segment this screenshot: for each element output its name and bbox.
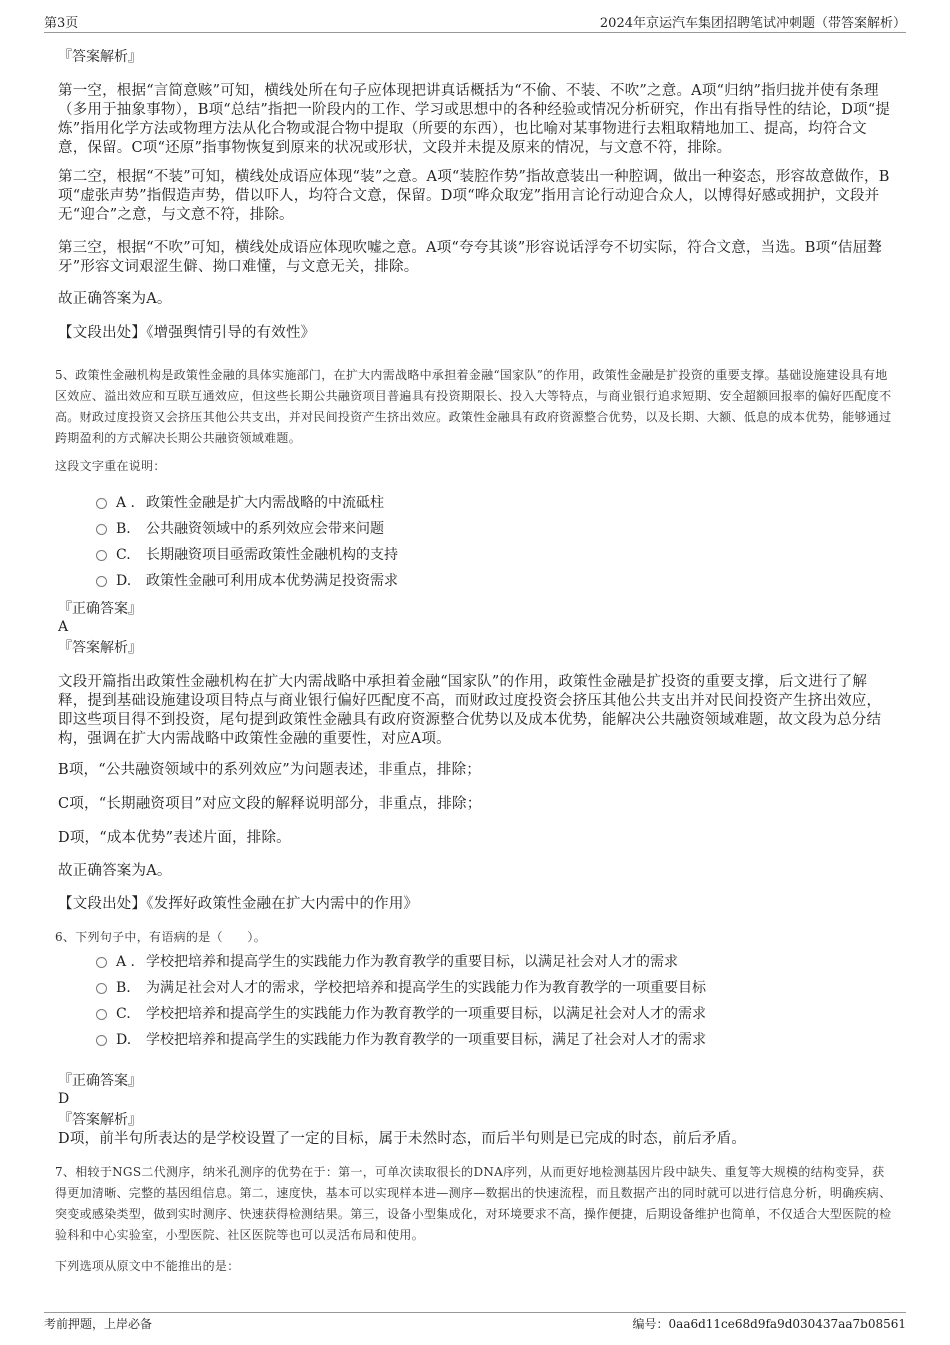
- q5-analysis-p4: D项，“成本优势”表述片面，排除。: [58, 830, 291, 846]
- radio-icon[interactable]: [96, 957, 107, 968]
- q4-analysis-label: 『答案解析』: [58, 49, 142, 65]
- q6-analysis-p1: D项，前半句所表达的是学校设置了一定的目标，属于未然时态，而后半句则是已完成的时态，前后矛盾。: [58, 1131, 747, 1147]
- q6-analysis-label: 『答案解析』: [58, 1112, 142, 1128]
- radio-icon[interactable]: [96, 1035, 107, 1046]
- document-id: 编号：0aa6d11ce68d9fa9d030437aa7b08561: [632, 1317, 906, 1331]
- q7-prompt: 下列选项从原文中不能推出的是：: [55, 1259, 240, 1273]
- q6-stem: 6、下列句子中，有语病的是（ ）。: [55, 930, 267, 944]
- q6-answer: D: [58, 1091, 70, 1107]
- q4-conclusion: 故正确答案为A。: [58, 291, 172, 307]
- footer-slogan: 考前押题，上岸必备: [44, 1317, 153, 1331]
- page-header: [44, 10, 906, 33]
- q5-analysis-label: 『答案解析』: [58, 640, 142, 656]
- q7-stem: 7、相较于NGS二代测序，纳米孔测序的优势在于：第一，可单次读取很长的DNA序列，从而更好地检测基因片段中缺失、重复等大规模的结构变异，获得更加清晰、完整的基因组信息。第二，速度快，基本可以实现样本进—测序—数据出的快速流程，而且数据产出的同时就可以进行信息分析，明确疾病、突变或感染类型，做到实时测序、快速获得检测结果。第三，设备小型集成化，对环境要求不高，操作便捷，后期设备维护也简单，不仅适合大型医院的检验科和中心实验室，小型医院、社区医院等也可以灵活布局和使用。: [55, 1165, 892, 1242]
- q5-analysis-p2: B项，“公共融资领域中的系列效应”为问题表述，非重点，排除；: [58, 762, 481, 778]
- q6-option-d[interactable]: D. 学校把培养和提高学生的实践能力作为教育教学的一项重要目标，满足了社会对人才的需求: [96, 1031, 706, 1049]
- radio-icon[interactable]: [96, 1009, 107, 1020]
- q5-analysis-p1: 文段开篇指出政策性金融机构在扩大内需战略中承担着金融“国家队”的作用，政策性金融是扩投资的重要支撑，后文进行了解释，提到基础设施建设项目特点与商业银行偏好匹配度不高，而财政过度投资会挤压其他公共支出并对民间投资产生挤出效应，即这些项目得不到投资，尾句提到政策性金融具有政府资源整合优势以及成本优势，能解决公共融资领域难题，故文段为总分结构，强调在扩大内需战略中政策性金融的重要性，对应A项。: [58, 674, 882, 747]
- page-number: 第3页: [44, 16, 79, 31]
- q5-option-b[interactable]: B. 公共融资领域中的系列效应会带来问题: [96, 520, 384, 538]
- page-footer: [44, 1312, 906, 1343]
- q5-option-a[interactable]: A . 政策性金融是扩大内需战略的中流砥柱: [96, 494, 384, 512]
- radio-icon[interactable]: [96, 498, 107, 509]
- q4-analysis-p3: 第三空，根据“不吹”可知，横线处成语应体现吹嘘之意。A项“夸夸其谈”形容说话浮夸不切实际，符合文意，当选。B项“佶屈聱牙”形容文词艰涩生僻、拗口难懂，与文意无关，排除。: [58, 240, 882, 275]
- q4-analysis-p1: 第一空，根据“言简意赅”可知，横线处所在句子应体现把讲真话概括为“不偷、不装、不吹”之意。A项“归纳”指归拢并使有条理（多用于抽象事物），B项“总结”指把一阶段内的工作、学习或思想中的各种经验或情况分析研究，作出有指导性的结论，D项“提炼”指用化学方法或物理方法从化合物或混合物中提取（所要的东西），也比喻对某事物进行去粗取精地加工、提高，均符合文意，保留。C项“还原”指事物恢复到原来的状况或形状，文段并未提及原来的情况，与文意不符，排除。: [58, 83, 891, 156]
- radio-icon[interactable]: [96, 576, 107, 587]
- q5-analysis-p3: C项，“长期融资项目”对应文段的解释说明部分，非重点，排除；: [58, 796, 482, 812]
- radio-icon[interactable]: [96, 550, 107, 561]
- q5-option-c[interactable]: C. 长期融资项目亟需政策性金融机构的支持: [96, 546, 398, 564]
- q6-option-b[interactable]: B. 为满足社会对人才的需求，学校把培养和提高学生的实践能力作为教育教学的一项重要目标: [96, 979, 706, 997]
- q5-conclusion: 故正确答案为A。: [58, 863, 172, 879]
- q4-analysis-p2: 第二空，根据“不装”可知，横线处成语应体现“装”之意。A项“装腔作势”指故意装出一种腔调，做出一种姿态，形容故意做作，B项“虚张声势”指假造声势，借以吓人，均符合文意，保留。D项“哗众取宠”指用言论行动迎合众人，以博得好感或拥护，文段并无“迎合”之意，与文意不符，排除。: [58, 169, 890, 223]
- q5-answer: A: [58, 619, 69, 635]
- q6-option-c[interactable]: C. 学校把培养和提高学生的实践能力作为教育教学的一项重要目标，以满足社会对人才的需求: [96, 1005, 706, 1023]
- radio-icon[interactable]: [96, 983, 107, 994]
- q5-answer-label: 『正确答案』: [58, 601, 142, 617]
- q4-source: 【文段出处】《增强舆情引导的有效性》: [58, 325, 316, 341]
- document-title: 2024年京运汽车集团招聘笔试冲刺题（带答案解析）: [599, 16, 906, 31]
- radio-icon[interactable]: [96, 524, 107, 535]
- q6-option-a[interactable]: A . 学校把培养和提高学生的实践能力作为教育教学的重要目标，以满足社会对人才的需求: [96, 953, 678, 971]
- q5-source: 【文段出处】《发挥好政策性金融在扩大内需中的作用》: [58, 896, 419, 912]
- q5-option-d[interactable]: D. 政策性金融可利用成本优势满足投资需求: [96, 572, 398, 590]
- q6-answer-label: 『正确答案』: [58, 1073, 142, 1089]
- q5-prompt: 这段文字重在说明：: [55, 459, 166, 473]
- q5-stem: 5、政策性金融机构是政策性金融的具体实施部门，在扩大内需战略中承担着金融“国家队”的作用，政策性金融是扩投资的重要支撑。基础设施建设具有地区效应、溢出效应和互联互通效应，但这些长期公共融资项目普遍具有投资期限长、投入大等特点，与商业银行追求短期、安全超额回报率的偏好匹配度不高。财政过度投资又会挤压其他公共支出，并对民间投资产生挤出效应。政策性金融具有政府资源整合优势，以及长期、大额、低息的成本优势，能够通过跨期盈利的方式解决长期公共融资领域难题。: [55, 368, 892, 445]
